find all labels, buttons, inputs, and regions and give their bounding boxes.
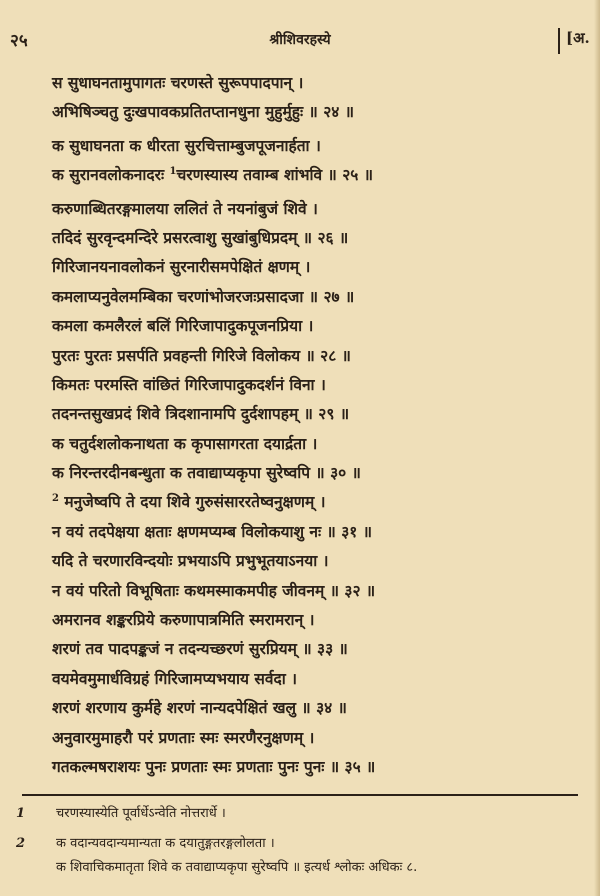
page-edge bbox=[594, 0, 600, 896]
verse-line: क चतुर्दशलोकनाथता क कृपासागरता दयार्द्रता । bbox=[52, 433, 318, 453]
verse-line: यदि ते चरणारविन्दयोः प्रभयाऽपि प्रभुभूतयाऽनया । bbox=[52, 551, 329, 571]
verse-line: शरणं तव पादपङ्कजं न तदन्यच्छरणं सुरप्रियम् ॥ ३३ ॥ bbox=[52, 639, 348, 659]
verse-line: क सुधाघनता क धीरता सुरचित्ताम्बुजपूजनार्हता । bbox=[52, 135, 321, 155]
section-mark: [अ. bbox=[558, 28, 600, 54]
verse-line: गिरिजानयनावलोकनं सुरनारीसमपेक्षितं क्षणम् । bbox=[52, 257, 311, 277]
page-number: २५ bbox=[10, 31, 28, 51]
verse-line-with-footnote bbox=[52, 160, 572, 189]
footnote-ref: 1 bbox=[169, 166, 177, 178]
verse-line: न वयं तदपेक्षया क्षताः क्षणमप्यम्ब विलोकयाशु नः ॥ ३१ ॥ bbox=[52, 521, 373, 541]
footnote-number: 1 bbox=[16, 806, 26, 821]
footnote-text: क शिवाचिकमातृता शिवे क तवाद्याप्यकृपा सुरेष्वपि ॥ इत्यर्ध श्लोकः अधिकः ८. bbox=[56, 860, 418, 875]
footnote-text: चरणस्यास्येति पूर्वार्धेऽन्वेति नोत्तरार्धे । bbox=[56, 806, 226, 821]
verse-line: अमरानव शङ्करप्रिये करुणापात्रमिति स्मरामरान् । bbox=[52, 610, 315, 630]
footnote-number: 2 bbox=[16, 836, 26, 851]
footnote-divider bbox=[22, 794, 578, 796]
verse-line: गतकल्मषराशयः पुनः प्रणताः स्मः प्रणताः पुनः पुनः ॥ ३५ ॥ bbox=[52, 756, 376, 776]
verse-block bbox=[52, 68, 572, 781]
verse-line: पुरतः पुरतः प्रसर्पति प्रवहन्ती गिरिजे विलोकय ॥ २८ ॥ bbox=[52, 345, 351, 365]
footnote bbox=[16, 802, 576, 826]
verse-line: न वयं परितो विभूषिताः कथमस्माकमपीह जीवनम् ॥ ३२ ॥ bbox=[52, 580, 376, 600]
verse-line-part: मनुजेष्वपि ते दया शिवे गुरुसंसाररतेष्वनुक्षणम् । bbox=[64, 492, 326, 512]
verse-line: स सुधाघनतामुपागतः चरणस्ते सुरूपपादपान् । bbox=[52, 73, 304, 92]
running-title: श्रीशिवरहस्ये bbox=[269, 32, 331, 48]
page-header bbox=[0, 28, 600, 54]
footnote bbox=[16, 832, 576, 856]
verse-line: क निरन्तरदीनबन्धुता क तवाद्याप्यकृपा सुरेष्वपि ॥ ३० ॥ bbox=[52, 463, 361, 483]
verse-line-part: क सुरानवलोकनादरः bbox=[52, 165, 170, 185]
verse-line-with-footnote bbox=[52, 487, 572, 516]
verse-line: वयमेवमुमार्धविग्रहं गिरिजामप्यभयाय सर्वदा । bbox=[52, 668, 298, 688]
verse-line: किमतः परमस्ति वांछितं गिरिजापादुकदर्शनं विना । bbox=[52, 374, 326, 394]
footnotes bbox=[16, 802, 576, 880]
verse-line: शरणं शरणाय कुर्महे शरणं नान्यदपेक्षितं खलु ॥ ३४ ॥ bbox=[52, 698, 347, 718]
verse-line: अनुवारमुमाहरौ परं प्रणताः स्मः स्मरणैरनुक्षणम् । bbox=[52, 727, 315, 747]
verse-line: करुणाब्धितरङ्गमालया ललितं ते नयनांबुजं शिवे । bbox=[52, 198, 318, 218]
footnote-text: क वदान्यवदान्यमान्यता क दयातुङ्गतरङ्गलोलता । bbox=[56, 836, 275, 851]
verse-line: तदनन्तसुखप्रदं शिवे त्रिदशानामपि दुर्दशापहम् ॥ २९ ॥ bbox=[52, 404, 350, 424]
footnote-ref: 2 bbox=[52, 493, 59, 505]
footnote-continuation bbox=[56, 856, 576, 880]
verse-line: कमला कमलैरलं बलिं गिरिजापादुकपूजनप्रिया । bbox=[52, 316, 314, 336]
verse-line: कमलाप्यनुवेलमम्बिका चरणांभोजरजःप्रसादजा ॥ २७ ॥ bbox=[52, 286, 355, 306]
verse-line: तदिदं सुरवृन्दमन्दिरे प्रसरत्वाशु सुखांबुधिप्रदम् ॥ २६ ॥ bbox=[52, 227, 349, 247]
verse-line-part: चरणस्यास्य तवाम्ब शांभवि ॥ २५ ॥ bbox=[176, 165, 374, 185]
verse-line: अभिषिञ्चतु दुःखपावकप्रतितप्तानधुना मुहुर्मुहुः ॥ २४ ॥ bbox=[52, 102, 355, 122]
